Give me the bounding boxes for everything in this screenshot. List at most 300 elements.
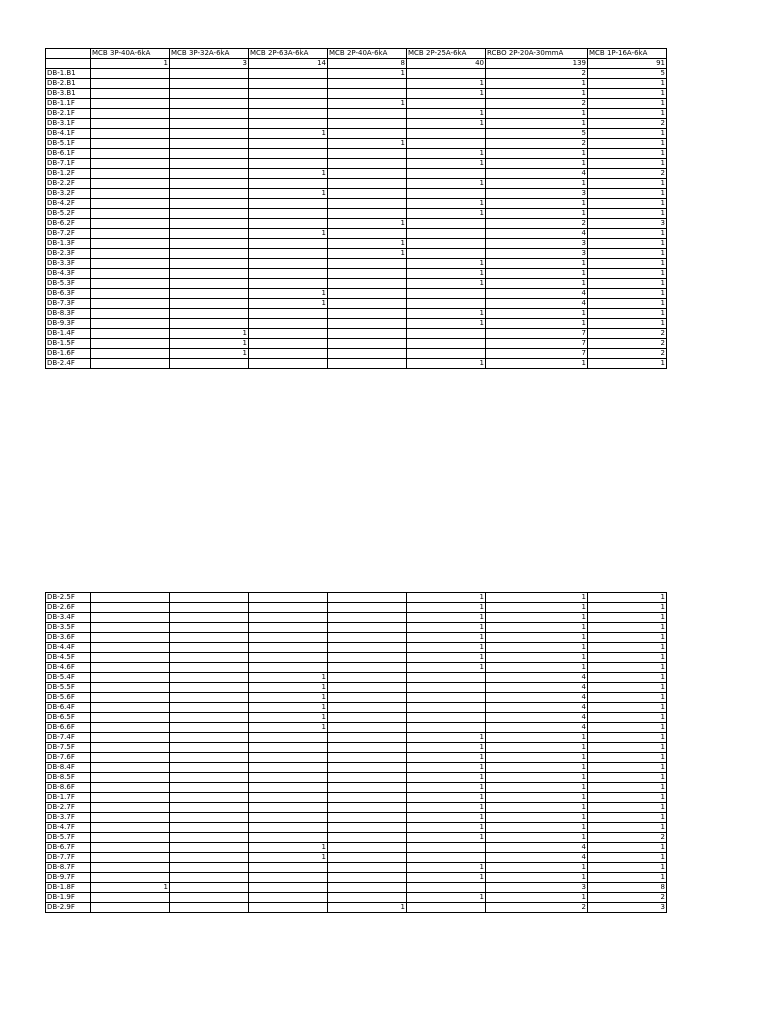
- quantity-cell: [170, 159, 249, 169]
- quantity-cell: [170, 863, 249, 873]
- quantity-cell: 2: [486, 903, 588, 913]
- table-row: [46, 853, 667, 863]
- quantity-cell: 1: [407, 663, 486, 673]
- quantity-cell: [91, 249, 170, 259]
- quantity-cell: [249, 269, 328, 279]
- quantity-cell: 1: [328, 249, 407, 259]
- quantity-cell: [91, 863, 170, 873]
- quantity-cell: 2: [486, 99, 588, 109]
- quantity-cell: [91, 873, 170, 883]
- quantity-cell: 1: [486, 89, 588, 99]
- distribution-board-name-cell: DB-6.3F: [46, 289, 91, 299]
- distribution-board-name-cell: DB-7.5F: [46, 743, 91, 753]
- distribution-board-name-cell: DB-1.8F: [46, 883, 91, 893]
- quantity-cell: 1: [486, 209, 588, 219]
- header-cell-mcb-1p-16a: MCB 1P-16A-6kA: [588, 49, 667, 59]
- quantity-cell: [328, 803, 407, 813]
- quantity-cell: 1: [486, 279, 588, 289]
- table-row: [46, 773, 667, 783]
- quantity-cell: [328, 329, 407, 339]
- quantity-cell: 1: [588, 359, 667, 369]
- distribution-board-name-cell: DB-3.B1: [46, 89, 91, 99]
- quantity-cell: 1: [588, 863, 667, 873]
- distribution-board-name-cell: DB-6.1F: [46, 149, 91, 159]
- quantity-cell: [91, 593, 170, 603]
- distribution-board-name-cell: DB-9.3F: [46, 319, 91, 329]
- quantity-cell: 1: [249, 299, 328, 309]
- quantity-cell: 8: [588, 883, 667, 893]
- quantity-cell: 1: [486, 119, 588, 129]
- quantity-cell: [170, 179, 249, 189]
- quantity-cell: [170, 129, 249, 139]
- table-row: [46, 119, 667, 129]
- totals-cell: 3: [170, 59, 249, 69]
- quantity-cell: [249, 603, 328, 613]
- quantity-cell: 1: [588, 79, 667, 89]
- quantity-cell: [407, 713, 486, 723]
- quantity-cell: 1: [588, 259, 667, 269]
- quantity-cell: 1: [407, 109, 486, 119]
- quantity-cell: [170, 299, 249, 309]
- quantity-cell: 1: [588, 823, 667, 833]
- quantity-cell: [91, 359, 170, 369]
- quantity-cell: [328, 843, 407, 853]
- quantity-cell: [407, 289, 486, 299]
- table-row: [46, 763, 667, 773]
- quantity-cell: [91, 109, 170, 119]
- header-cell-mcb-3p-40a: MCB 3P-40A-6kA: [91, 49, 170, 59]
- quantity-cell: 1: [588, 129, 667, 139]
- quantity-cell: [170, 603, 249, 613]
- quantity-cell: [170, 249, 249, 259]
- table-row: [46, 703, 667, 713]
- quantity-cell: [91, 289, 170, 299]
- quantity-cell: 1: [328, 99, 407, 109]
- quantity-cell: 1: [486, 863, 588, 873]
- quantity-cell: [407, 189, 486, 199]
- quantity-cell: 1: [249, 713, 328, 723]
- quantity-cell: 1: [407, 359, 486, 369]
- header-cell-mcb-2p-63a: MCB 2P-63A-6kA: [249, 49, 328, 59]
- quantity-cell: 1: [588, 99, 667, 109]
- quantity-cell: [249, 119, 328, 129]
- table-row: [46, 783, 667, 793]
- quantity-cell: 4: [486, 703, 588, 713]
- quantity-cell: [249, 873, 328, 883]
- quantity-cell: 1: [407, 893, 486, 903]
- quantity-cell: [249, 259, 328, 269]
- distribution-board-name-cell: DB-3.5F: [46, 623, 91, 633]
- quantity-cell: [328, 179, 407, 189]
- quantity-cell: [328, 833, 407, 843]
- quantity-cell: [249, 199, 328, 209]
- quantity-cell: 4: [486, 713, 588, 723]
- quantity-cell: [328, 813, 407, 823]
- table-row: [46, 109, 667, 119]
- table-row: [46, 903, 667, 913]
- quantity-cell: [249, 89, 328, 99]
- quantity-cell: 1: [588, 159, 667, 169]
- quantity-cell: [91, 119, 170, 129]
- quantity-cell: [328, 823, 407, 833]
- table-row: [46, 239, 667, 249]
- quantity-cell: 1: [588, 189, 667, 199]
- quantity-cell: [91, 853, 170, 863]
- table-row: [46, 69, 667, 79]
- quantity-cell: 1: [407, 199, 486, 209]
- quantity-cell: 1: [407, 793, 486, 803]
- quantity-cell: [170, 723, 249, 733]
- quantity-cell: [170, 683, 249, 693]
- table-row: [46, 279, 667, 289]
- distribution-board-name-cell: DB-5.7F: [46, 833, 91, 843]
- quantity-cell: 2: [588, 349, 667, 359]
- quantity-cell: [328, 783, 407, 793]
- quantity-cell: [249, 249, 328, 259]
- quantity-cell: [249, 663, 328, 673]
- quantity-cell: 1: [588, 793, 667, 803]
- quantity-cell: 1: [588, 713, 667, 723]
- quantity-cell: 2: [588, 833, 667, 843]
- quantity-cell: [91, 189, 170, 199]
- table-row: [46, 159, 667, 169]
- quantity-cell: [91, 623, 170, 633]
- quantity-cell: [249, 793, 328, 803]
- quantity-cell: 1: [588, 853, 667, 863]
- header-cell-corner: [46, 49, 91, 59]
- quantity-cell: [91, 269, 170, 279]
- quantity-cell: [249, 319, 328, 329]
- header-cell-rcbo-2p-20a: RCBO 2P-20A-30mmA: [486, 49, 588, 59]
- quantity-cell: [170, 693, 249, 703]
- quantity-cell: [170, 149, 249, 159]
- quantity-cell: [170, 753, 249, 763]
- quantity-cell: 1: [407, 209, 486, 219]
- quantity-cell: [249, 823, 328, 833]
- quantity-cell: [170, 813, 249, 823]
- quantity-cell: 1: [486, 109, 588, 119]
- quantity-cell: 1: [588, 89, 667, 99]
- quantity-cell: 4: [486, 289, 588, 299]
- table-row: [46, 309, 667, 319]
- distribution-board-name-cell: DB-4.3F: [46, 269, 91, 279]
- quantity-cell: [91, 723, 170, 733]
- quantity-cell: 5: [486, 129, 588, 139]
- quantity-cell: [328, 893, 407, 903]
- quantity-cell: 1: [486, 593, 588, 603]
- quantity-cell: [91, 613, 170, 623]
- quantity-cell: [249, 623, 328, 633]
- distribution-board-name-cell: DB-5.1F: [46, 139, 91, 149]
- quantity-cell: 2: [588, 119, 667, 129]
- table-row: [46, 229, 667, 239]
- quantity-cell: 1: [486, 793, 588, 803]
- header-cell-mcb-2p-40a: MCB 2P-40A-6kA: [328, 49, 407, 59]
- quantity-cell: 7: [486, 339, 588, 349]
- quantity-cell: 1: [249, 673, 328, 683]
- quantity-cell: 2: [588, 893, 667, 903]
- quantity-cell: 1: [328, 69, 407, 79]
- table-row: [46, 653, 667, 663]
- quantity-cell: [249, 209, 328, 219]
- quantity-cell: 7: [486, 329, 588, 339]
- quantity-cell: 1: [486, 663, 588, 673]
- table-row: [46, 683, 667, 693]
- quantity-cell: 1: [407, 603, 486, 613]
- quantity-cell: 1: [588, 613, 667, 623]
- quantity-cell: [249, 883, 328, 893]
- quantity-cell: 1: [407, 623, 486, 633]
- quantity-cell: [91, 663, 170, 673]
- quantity-cell: 7: [486, 349, 588, 359]
- quantity-cell: 1: [328, 139, 407, 149]
- quantity-cell: [170, 109, 249, 119]
- quantity-cell: 1: [588, 299, 667, 309]
- quantity-cell: [170, 219, 249, 229]
- quantity-cell: [91, 603, 170, 613]
- table-row: [46, 199, 667, 209]
- quantity-cell: [328, 603, 407, 613]
- distribution-board-name-cell: DB-4.6F: [46, 663, 91, 673]
- quantity-cell: 3: [588, 219, 667, 229]
- quantity-cell: 1: [249, 843, 328, 853]
- table-row: [46, 219, 667, 229]
- quantity-cell: [328, 259, 407, 269]
- quantity-cell: [91, 239, 170, 249]
- quantity-cell: [249, 893, 328, 903]
- quantity-cell: [328, 169, 407, 179]
- quantity-cell: 1: [486, 79, 588, 89]
- distribution-board-name-cell: DB-3.4F: [46, 613, 91, 623]
- quantity-cell: [328, 359, 407, 369]
- quantity-cell: 1: [588, 149, 667, 159]
- quantity-cell: 1: [588, 633, 667, 643]
- distribution-board-name-cell: DB-5.4F: [46, 673, 91, 683]
- quantity-cell: [249, 863, 328, 873]
- quantity-cell: 5: [588, 69, 667, 79]
- quantity-cell: 1: [170, 329, 249, 339]
- quantity-cell: 1: [588, 803, 667, 813]
- quantity-cell: [407, 843, 486, 853]
- quantity-cell: [328, 209, 407, 219]
- table-row: [46, 743, 667, 753]
- quantity-cell: [407, 703, 486, 713]
- quantity-cell: [249, 743, 328, 753]
- table-row: [46, 693, 667, 703]
- quantity-cell: 1: [249, 723, 328, 733]
- quantity-cell: [91, 129, 170, 139]
- quantity-cell: [170, 883, 249, 893]
- quantity-cell: [328, 613, 407, 623]
- quantity-cell: [91, 653, 170, 663]
- quantity-cell: [328, 269, 407, 279]
- quantity-cell: [170, 713, 249, 723]
- quantity-cell: [170, 643, 249, 653]
- table-row: [46, 753, 667, 763]
- quantity-cell: [249, 349, 328, 359]
- distribution-board-name-cell: DB-1.5F: [46, 339, 91, 349]
- distribution-board-name-cell: DB-2.6F: [46, 603, 91, 613]
- quantity-cell: [91, 279, 170, 289]
- quantity-cell: 1: [588, 663, 667, 673]
- quantity-cell: [328, 873, 407, 883]
- quantity-cell: [407, 683, 486, 693]
- quantity-cell: [328, 89, 407, 99]
- quantity-cell: [170, 259, 249, 269]
- quantity-cell: [407, 673, 486, 683]
- quantity-cell: 1: [407, 773, 486, 783]
- quantity-cell: 1: [588, 209, 667, 219]
- quantity-cell: 1: [486, 733, 588, 743]
- table-row: [46, 713, 667, 723]
- quantity-cell: [170, 843, 249, 853]
- quantity-cell: [249, 813, 328, 823]
- quantity-cell: [407, 299, 486, 309]
- quantity-cell: [170, 623, 249, 633]
- quantity-cell: [328, 309, 407, 319]
- quantity-cell: 1: [407, 149, 486, 159]
- quantity-cell: [170, 703, 249, 713]
- quantity-cell: [249, 109, 328, 119]
- distribution-board-name-cell: DB-7.2F: [46, 229, 91, 239]
- distribution-board-name-cell: DB-7.4F: [46, 733, 91, 743]
- quantity-cell: 4: [486, 693, 588, 703]
- distribution-board-name-cell: DB-4.4F: [46, 643, 91, 653]
- quantity-cell: 1: [588, 319, 667, 329]
- quantity-cell: [91, 69, 170, 79]
- table-row: [46, 843, 667, 853]
- quantity-cell: 1: [407, 763, 486, 773]
- quantity-cell: [249, 633, 328, 643]
- table-row: [46, 623, 667, 633]
- distribution-board-name-cell: DB-2.7F: [46, 803, 91, 813]
- quantity-cell: 1: [328, 239, 407, 249]
- distribution-board-name-cell: DB-2.1F: [46, 109, 91, 119]
- quantity-cell: [249, 833, 328, 843]
- quantity-cell: [170, 733, 249, 743]
- quantity-cell: [170, 893, 249, 903]
- quantity-cell: [407, 723, 486, 733]
- quantity-cell: 1: [407, 119, 486, 129]
- quantity-cell: [328, 683, 407, 693]
- quantity-cell: [170, 319, 249, 329]
- table-row: [46, 633, 667, 643]
- quantity-cell: [328, 299, 407, 309]
- distribution-board-name-cell: DB-1.B1: [46, 69, 91, 79]
- quantity-cell: [328, 623, 407, 633]
- quantity-cell: [407, 229, 486, 239]
- quantity-cell: 1: [249, 169, 328, 179]
- quantity-cell: [91, 843, 170, 853]
- quantity-cell: 1: [249, 683, 328, 693]
- quantity-cell: [249, 159, 328, 169]
- quantity-cell: 1: [249, 693, 328, 703]
- quantity-cell: [91, 209, 170, 219]
- quantity-cell: 3: [486, 883, 588, 893]
- quantity-cell: [328, 663, 407, 673]
- quantity-cell: 3: [486, 249, 588, 259]
- quantity-cell: 4: [486, 229, 588, 239]
- quantity-cell: [328, 593, 407, 603]
- distribution-board-name-cell: DB-8.6F: [46, 783, 91, 793]
- quantity-cell: [170, 229, 249, 239]
- table-row: [46, 863, 667, 873]
- quantity-cell: 1: [486, 813, 588, 823]
- table-row: [46, 593, 667, 603]
- quantity-cell: [328, 319, 407, 329]
- quantity-cell: [407, 853, 486, 863]
- quantity-cell: 1: [588, 139, 667, 149]
- quantity-cell: [91, 683, 170, 693]
- quantity-cell: [328, 119, 407, 129]
- table-row: [46, 99, 667, 109]
- quantity-cell: [170, 309, 249, 319]
- quantity-cell: [249, 773, 328, 783]
- quantity-cell: [249, 79, 328, 89]
- quantity-cell: 2: [486, 69, 588, 79]
- quantity-cell: 1: [407, 613, 486, 623]
- quantity-cell: [170, 673, 249, 683]
- quantity-cell: [170, 633, 249, 643]
- quantity-cell: 1: [486, 603, 588, 613]
- quantity-cell: [328, 673, 407, 683]
- quantity-cell: 1: [588, 109, 667, 119]
- quantity-cell: [328, 189, 407, 199]
- quantity-cell: [91, 813, 170, 823]
- upper-table-body: [46, 69, 667, 369]
- quantity-cell: 1: [588, 723, 667, 733]
- table-row: [46, 349, 667, 359]
- quantity-cell: [328, 279, 407, 289]
- quantity-cell: [170, 783, 249, 793]
- quantity-cell: 1: [249, 189, 328, 199]
- table-row: [46, 269, 667, 279]
- quantity-cell: 1: [486, 873, 588, 883]
- quantity-cell: 1: [588, 773, 667, 783]
- distribution-board-name-cell: DB-3.2F: [46, 189, 91, 199]
- breaker-schedule-table-lower: [45, 592, 667, 913]
- quantity-cell: [91, 219, 170, 229]
- quantity-cell: [91, 893, 170, 903]
- quantity-cell: 1: [486, 763, 588, 773]
- quantity-cell: [328, 159, 407, 169]
- quantity-cell: 2: [588, 339, 667, 349]
- quantity-cell: 1: [407, 743, 486, 753]
- quantity-cell: [91, 713, 170, 723]
- quantity-cell: 1: [170, 349, 249, 359]
- quantity-cell: 1: [588, 199, 667, 209]
- table-row: [46, 169, 667, 179]
- quantity-cell: 1: [486, 199, 588, 209]
- quantity-cell: 1: [328, 903, 407, 913]
- quantity-cell: 1: [588, 873, 667, 883]
- quantity-cell: 1: [407, 783, 486, 793]
- quantity-cell: [170, 873, 249, 883]
- quantity-cell: 1: [407, 269, 486, 279]
- quantity-cell: 4: [486, 853, 588, 863]
- table-row: [46, 249, 667, 259]
- distribution-board-name-cell: DB-7.7F: [46, 853, 91, 863]
- quantity-cell: 1: [486, 633, 588, 643]
- distribution-board-name-cell: DB-6.7F: [46, 843, 91, 853]
- quantity-cell: [170, 199, 249, 209]
- quantity-cell: 1: [407, 823, 486, 833]
- table-row: [46, 89, 667, 99]
- quantity-cell: [249, 149, 328, 159]
- distribution-board-name-cell: DB-4.5F: [46, 653, 91, 663]
- quantity-cell: 1: [588, 683, 667, 693]
- table-row: [46, 663, 667, 673]
